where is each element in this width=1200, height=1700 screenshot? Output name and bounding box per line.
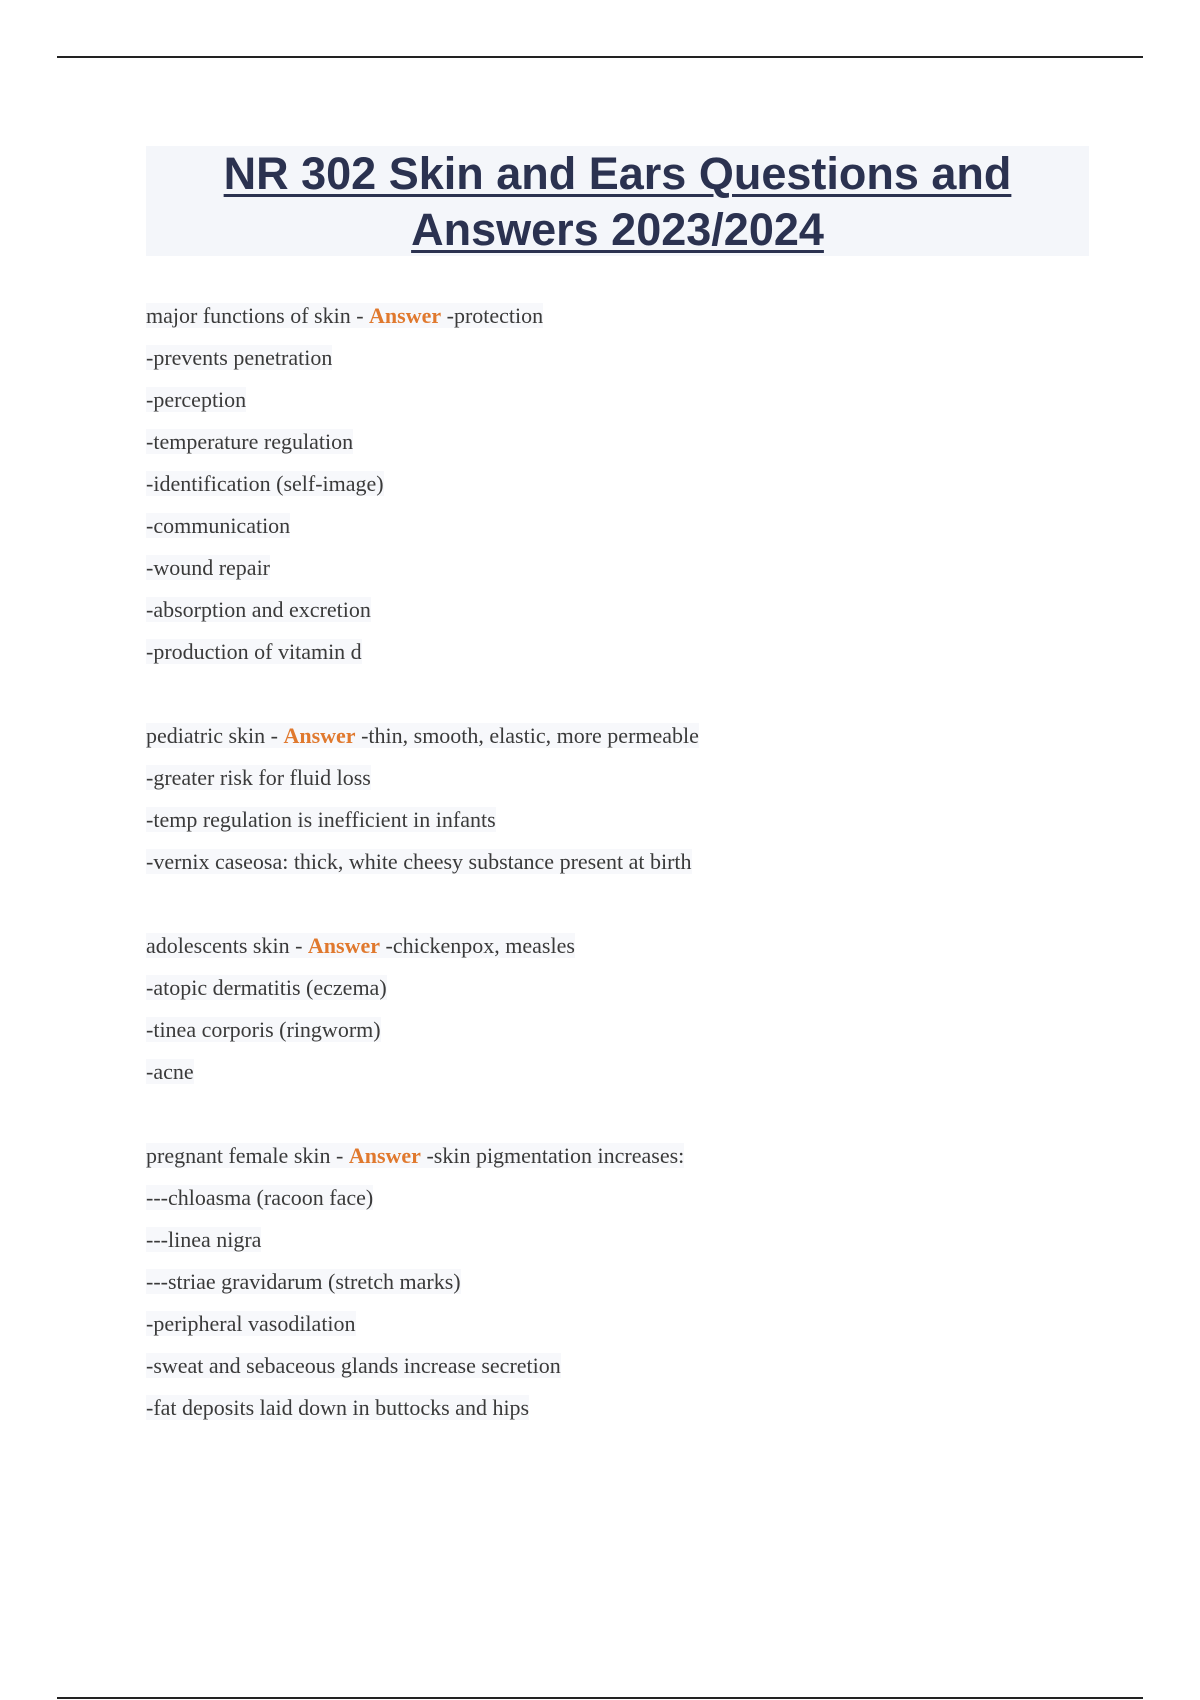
answer-label: Answer [283,723,356,748]
answer-line: -greater risk for fluid loss [146,765,371,790]
bottom-rule [57,1697,1143,1699]
answer-line: ---chloasma (racoon face) [146,1185,374,1210]
answer-line: -vernix caseosa: thick, white cheesy substance present at birth [146,849,692,874]
question-text: pediatric skin [146,723,266,748]
answer-line: -identification (self-image) [146,471,384,496]
question-text: major functions of skin [146,303,351,328]
first-answer: -chickenpox, measles [380,933,575,958]
qa-block [146,715,1096,883]
answer-line: -perception [146,387,247,412]
answer-line: -production of vitamin d [146,639,362,664]
qa-block [146,925,1096,1093]
title-line-2: Answers 2023/2024 [411,204,824,255]
separator: - [330,1143,349,1168]
question-line [146,295,1096,337]
qa-content [146,295,1096,1471]
answer-line: -peripheral vasodilation [146,1311,356,1336]
question-line [146,1135,1096,1177]
question-line [146,925,1096,967]
separator: - [289,933,308,958]
question-text: adolescents skin [146,933,290,958]
title-block [146,146,1089,256]
top-rule [57,56,1143,58]
answer-line: -temperature regulation [146,429,354,454]
answer-line: -atopic dermatitis (eczema) [146,975,387,1000]
answer-line: -communication [146,513,291,538]
answer-line: -absorption and excretion [146,597,371,622]
answer-label: Answer [348,1143,421,1168]
answer-line: ---linea nigra [146,1227,262,1252]
separator: - [350,303,370,328]
answer-line: -temp regulation is inefficient in infants [146,807,496,832]
title-line-1: NR 302 Skin and Ears Questions and [223,148,1012,199]
answer-line: -fat deposits laid down in buttocks and hips [146,1395,530,1420]
answer-line: -sweat and sebaceous glands increase secretion [146,1353,561,1378]
answer-line: ---striae gravidarum (stretch marks) [146,1269,461,1294]
first-answer: -skin pigmentation increases: [420,1143,685,1168]
answer-line: -tinea corporis (ringworm) [146,1017,381,1042]
first-answer: -thin, smooth, elastic, more permeable [355,723,699,748]
answer-label: Answer [369,303,442,328]
document-title [146,146,1089,258]
question-text: pregnant female skin [146,1143,331,1168]
qa-block [146,1135,1096,1429]
answer-line: -acne [146,1059,194,1084]
answer-line: -wound repair [146,555,271,580]
separator: - [265,723,284,748]
first-answer: -protection [441,303,544,328]
question-line [146,715,1096,757]
qa-block [146,295,1096,673]
answer-label: Answer [307,933,381,958]
answer-line: -prevents penetration [146,345,333,370]
